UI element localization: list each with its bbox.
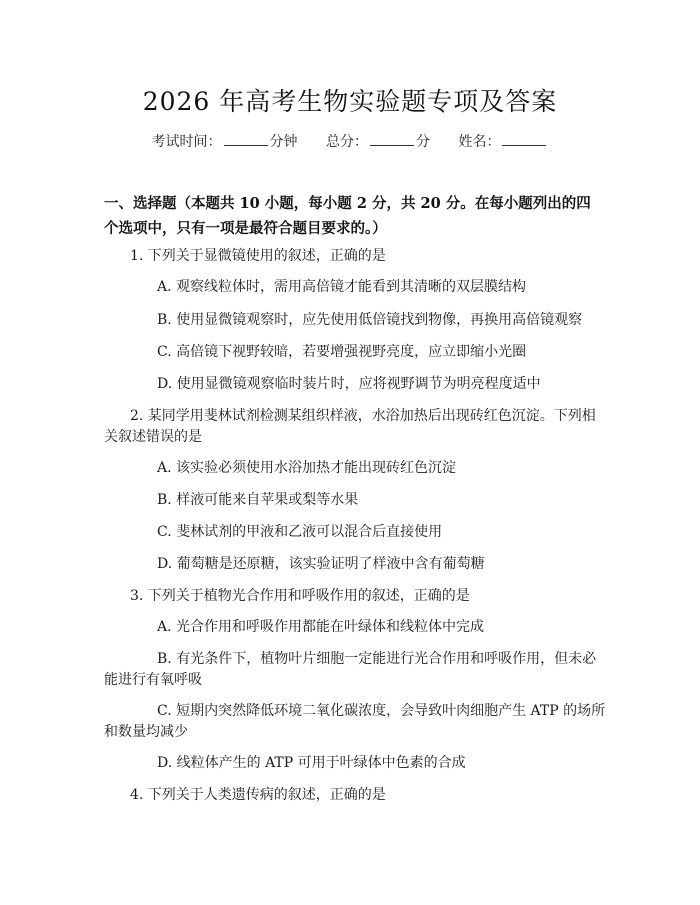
question-2-option-c: C. 斐林试剂的甲液和乙液可以混合后直接使用: [157, 524, 443, 540]
exam-meta: [0, 131, 700, 151]
exam-time: [152, 134, 302, 150]
question-3-option-b: B. 有光条件下，植物叶片细胞一定能进行光合作用和呼吸作用，但未必: [157, 651, 597, 667]
question-2-stem: 2. 某同学用斐林试剂检测某组织样液，水浴加热后出现砖红色沉淀。下列相: [130, 408, 596, 424]
name-label: 姓名：: [458, 134, 501, 150]
time-unit: 分钟: [269, 134, 298, 150]
section-heading-choice: 一、选择题（本题共 10 小题，每小题 2 分，共 20 分。在每小题列出的四个选项中，只有一项是最符合题目要求的。）: [104, 195, 591, 237]
question-2-option-d: D. 葡萄糖是还原糖，该实验证明了样液中含有葡萄糖: [157, 556, 485, 572]
time-label: 考试时间：: [151, 134, 222, 150]
question-1-option-a: A. 观察线粒体时，需用高倍镜才能看到其清晰的双层膜结构: [157, 279, 527, 295]
question-1-option-c: C. 高倍镜下视野较暗，若要增强视野亮度，应立即缩小光圈: [157, 344, 527, 360]
question-3-option-a: A. 光合作用和呼吸作用都能在叶绿体和线粒体中完成: [157, 619, 485, 635]
score-blank: [370, 133, 414, 146]
exam-score: [326, 134, 434, 150]
question-2-option-a: A. 该实验必须使用水浴加热才能出现砖红色沉淀: [157, 460, 457, 476]
score-unit: 分: [416, 134, 430, 150]
question-2-stem-cont: 关叙述错误的是: [104, 429, 202, 445]
question-2-option-b: B. 样液可能来自苹果或梨等水果: [157, 492, 359, 508]
question-1-option-b: B. 使用显微镜观察时，应先使用低倍镜找到物像，再换用高倍镜观察: [157, 312, 583, 328]
question-1-stem: 1. 下列关于显微镜使用的叙述，正确的是: [130, 248, 386, 264]
score-label: 总分：: [326, 134, 368, 150]
question-3-stem: 3. 下列关于植物光合作用和呼吸作用的叙述，正确的是: [130, 588, 470, 604]
question-3-option-d: D. 线粒体产生的 ATP 可用于叶绿体中色素的合成: [157, 755, 466, 771]
time-blank: [224, 133, 268, 146]
name-blank: [502, 133, 546, 146]
question-1-option-d: D. 使用显微镜观察临时装片时，应将视野调节为明亮程度适中: [157, 376, 541, 392]
question-3-option-c-cont: 和数量均减少: [104, 724, 188, 740]
page-title: 2026 年高考生物实验题专项及答案: [142, 87, 558, 116]
question-3-option-c: C. 短期内突然降低环境二氧化碳浓度，会导致叶肉细胞产生 ATP 的场所: [157, 703, 606, 719]
exam-name: [458, 134, 548, 150]
question-4-stem: 4. 下列关于人类遗传病的叙述，正确的是: [130, 787, 386, 803]
question-3-option-b-cont: 能进行有氧呼吸: [104, 672, 202, 688]
